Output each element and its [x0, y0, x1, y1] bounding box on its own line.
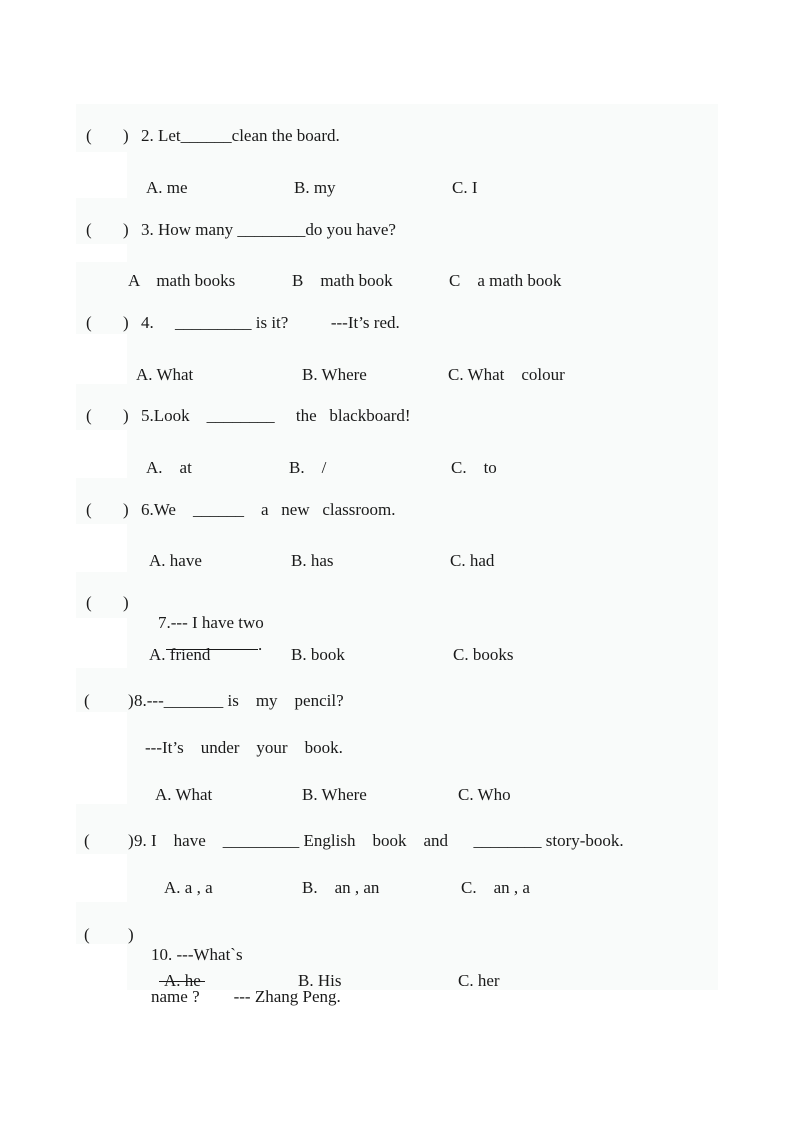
- shaded-region-q5: [76, 384, 127, 430]
- answer-paren-close: ): [123, 500, 129, 519]
- option-a: A. a , a: [164, 878, 213, 897]
- option-c: C. had: [450, 551, 495, 570]
- shaded-region-q8-opt: [76, 804, 127, 812]
- option-b: B. His: [298, 971, 342, 990]
- answer-paren-close: ): [128, 831, 134, 850]
- question-text: 3. How many ________do you have?: [141, 220, 396, 239]
- option-a: A. friend: [149, 645, 211, 664]
- answer-paren-open: (: [84, 925, 90, 944]
- option-a: A math books: [128, 271, 236, 290]
- shaded-region-q6: [76, 478, 127, 524]
- option-b: B. /: [289, 458, 327, 477]
- option-c: C. I: [452, 178, 478, 197]
- answer-paren-open: (: [86, 593, 92, 612]
- answer-paren-open: (: [84, 831, 90, 850]
- shaded-region-q3: [76, 198, 127, 244]
- question-text: 5.Look ________ the blackboard!: [141, 406, 411, 425]
- shaded-region-q7: [76, 572, 127, 618]
- question-text: 4. _________ is it? ---It’s red.: [141, 313, 400, 332]
- option-a: A. he: [164, 971, 201, 990]
- question-text-after: .: [258, 635, 263, 654]
- option-b: B. my: [294, 178, 336, 197]
- option-c: C a math book: [449, 271, 562, 290]
- option-c: C. Who: [458, 785, 511, 804]
- option-b: B. has: [291, 551, 334, 570]
- option-c: C. her: [458, 971, 500, 990]
- option-b: B math book: [292, 271, 393, 290]
- option-a: A. at: [146, 458, 192, 477]
- option-a: A. have: [149, 551, 202, 570]
- option-a: A. What: [155, 785, 213, 804]
- answer-paren-close: ): [123, 220, 129, 239]
- option-c: C. What colour: [448, 365, 565, 384]
- option-c: C. to: [451, 458, 497, 477]
- answer-paren-close: ): [123, 593, 129, 612]
- answer-paren-close: ): [123, 126, 129, 145]
- shaded-region-q4: [76, 294, 127, 334]
- answer-paren-close: ): [128, 691, 134, 710]
- question-text: 6.We ______ a new classroom.: [141, 500, 396, 519]
- answer-paren-close: ): [128, 925, 134, 944]
- answer-paren-open: (: [86, 406, 92, 425]
- question-text: 9. I have _________ English book and ________ story-book.: [134, 831, 624, 850]
- question-text-before: 7.--- I have two: [158, 613, 264, 632]
- shaded-region-q3-opt: [76, 262, 127, 294]
- answer-paren-close: ): [123, 313, 129, 332]
- option-c: C. an , a: [461, 878, 530, 897]
- question-text: 2. Let______clean the board.: [141, 126, 340, 145]
- question-text-after: name ? --- Zhang Peng.: [151, 987, 341, 1006]
- question-text-before: 10. ---What`s: [151, 945, 243, 964]
- answer-paren-open: (: [86, 500, 92, 519]
- question-text: 8.---_______ is my pencil?: [134, 691, 344, 710]
- answer-paren-open: (: [86, 126, 92, 145]
- option-a: A. What: [136, 365, 194, 384]
- answer-paren-open: (: [84, 691, 90, 710]
- question-response: ---It’s under your book.: [145, 738, 343, 757]
- answer-paren-open: (: [86, 313, 92, 332]
- option-b: B. book: [291, 645, 345, 664]
- option-c: C. books: [453, 645, 514, 664]
- answer-paren-close: ): [123, 406, 129, 425]
- option-a: A. me: [146, 178, 188, 197]
- option-b: B. Where: [302, 785, 367, 804]
- answer-paren-open: (: [86, 220, 92, 239]
- option-b: B. an , an: [302, 878, 380, 897]
- option-b: B. Where: [302, 365, 367, 384]
